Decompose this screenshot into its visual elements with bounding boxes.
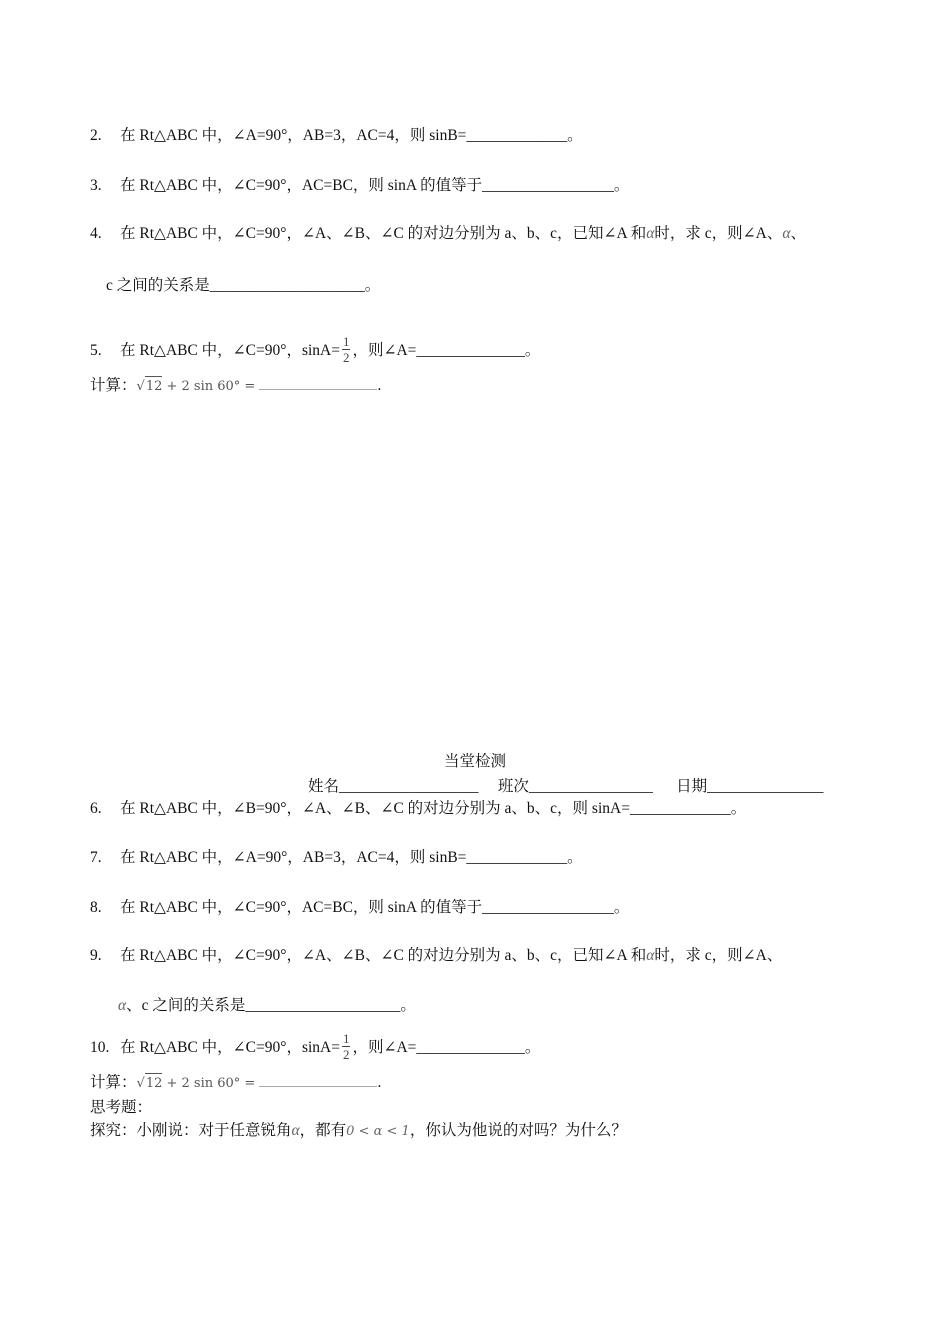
formula: √12 + 2 sin 60° = <box>137 379 260 394</box>
question-text-cont: 时，求 c，则∠A、 <box>654 947 783 964</box>
explore-line <box>90 1121 627 1142</box>
question-text: 在 Rt△ABC 中，∠B=90°，∠A、∠B、∠C 的对边分别为 a、b、c，则 sinA=_____________。 <box>120 800 747 817</box>
question-4-continuation: c 之间的关系是____________________。 <box>106 277 381 294</box>
question-text: 在 Rt△ABC 中，∠C=90°，sinA= <box>120 342 340 360</box>
question-number: 9. <box>90 947 102 964</box>
question-5 <box>90 336 540 367</box>
question-number: 10. <box>90 1039 110 1057</box>
calc-end: . <box>377 377 382 394</box>
alpha-symbol: α <box>646 225 655 242</box>
question-4 <box>90 224 806 244</box>
alpha-symbol: α <box>118 997 127 1014</box>
inequality: 0 < α < 1 <box>346 1124 410 1139</box>
calc-line <box>90 1073 381 1094</box>
question-number: 7. <box>90 849 102 866</box>
formula-rest: + 2 sin 60° = <box>162 1076 260 1091</box>
explore-text-end: ，你认为他说的对吗？为什么？ <box>409 1122 627 1139</box>
question-number: 2. <box>90 127 102 144</box>
question-text-cont: 、c 之间的关系是____________________。 <box>126 997 416 1014</box>
alpha-symbol: α <box>291 1122 300 1139</box>
question-number: 8. <box>90 899 102 916</box>
question-9-continuation <box>118 996 416 1016</box>
question-text: 在 Rt△ABC 中，∠C=90°，∠A、∠B、∠C 的对边分别为 a、b、c，已知∠A 和 <box>120 225 647 242</box>
question-number: 5. <box>90 342 102 360</box>
radicand: 12 <box>145 376 163 397</box>
formula-rest: + 2 sin 60° = <box>162 379 260 394</box>
question-9 <box>90 946 782 966</box>
date-field[interactable]: 日期_______________ <box>676 778 824 795</box>
question-text: 在 Rt△ABC 中，∠C=90°，sinA= <box>120 1039 340 1057</box>
question-number: 3. <box>90 177 102 194</box>
student-info-line <box>308 774 823 796</box>
calc-line <box>90 376 381 397</box>
alpha-symbol: α <box>782 225 791 242</box>
question-8 <box>90 898 629 918</box>
name-field[interactable]: 姓名__________________ <box>308 778 479 795</box>
fraction <box>342 1031 351 1062</box>
radicand: 12 <box>145 1073 163 1094</box>
question-6 <box>90 799 746 819</box>
question-text-cont: ，则∠A=______________。 <box>352 342 541 360</box>
alpha-symbol: α <box>646 947 655 964</box>
question-text: 在 Rt△ABC 中，∠C=90°，AC=BC，则 sinA 的值等于_________________。 <box>120 899 630 916</box>
calc-end: . <box>377 1074 382 1091</box>
calc-label: 计算： <box>90 377 137 394</box>
section-title: 当堂检测 <box>443 753 506 770</box>
question-text: 在 Rt△ABC 中，∠A=90°，AB=3，AC=4，则 sinB=_____________。 <box>120 127 583 144</box>
question-text: 在 Rt△ABC 中，∠C=90°，AC=BC，则 sinA 的值等于_________________。 <box>120 177 630 194</box>
question-text-cont: 、 <box>790 225 806 242</box>
question-number: 4. <box>90 225 102 242</box>
fraction-numerator: 1 <box>342 1031 350 1046</box>
question-2 <box>90 126 583 146</box>
class-field[interactable]: 班次________________ <box>497 778 653 795</box>
question-text: 在 Rt△ABC 中，∠A=90°，AB=3，AC=4，则 sinB=_____________。 <box>120 849 583 866</box>
think-label: 思考题： <box>90 1099 153 1116</box>
question-number: 6. <box>90 800 102 817</box>
fraction-denominator: 2 <box>342 1047 350 1062</box>
explore-text: 探究：小刚说：对于任意锐角 <box>90 1122 292 1139</box>
question-text-cont: ，则∠A=______________。 <box>352 1039 541 1057</box>
question-10 <box>90 1033 540 1064</box>
fraction <box>342 334 351 365</box>
formula: √12 + 2 sin 60° = <box>137 1076 260 1091</box>
fraction-denominator: 2 <box>342 350 350 365</box>
calc-label: 计算： <box>90 1074 137 1091</box>
fraction-numerator: 1 <box>342 334 350 349</box>
question-text: 在 Rt△ABC 中，∠C=90°，∠A、∠B、∠C 的对边分别为 a、b、c，已知∠A 和 <box>120 947 647 964</box>
answer-blank[interactable] <box>259 1074 377 1087</box>
question-3 <box>90 176 629 196</box>
answer-blank[interactable] <box>259 377 377 390</box>
question-7 <box>90 848 583 868</box>
question-text-cont: 时，求 c，则∠A、 <box>654 225 783 242</box>
explore-text-cont: ，都有 <box>299 1122 347 1139</box>
